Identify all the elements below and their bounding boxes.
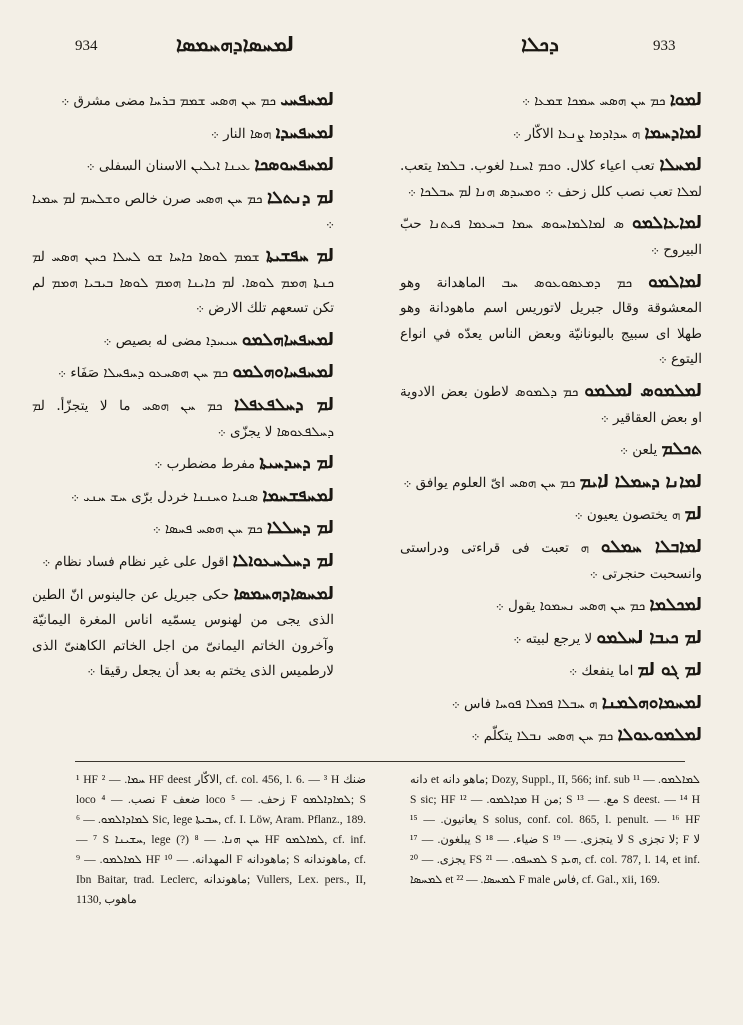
entry	[400, 379, 702, 431]
entry-text: ܟܡ ܚܢ ܗܣܚܥܘ ܕܚܦܚܠܐ صَفَاء ܀	[57, 365, 229, 382]
entry	[400, 121, 702, 148]
entry-headword: لܡ ܕܚܠܚܥܘܐܠܐ	[232, 550, 334, 571]
entry	[32, 582, 334, 685]
entry-text: ܟܡ ܚܢ ܗܣܚ ܢܚܡܘܐ يقول ܀	[495, 598, 646, 615]
entry-headword: لܡܚܦܚܐܘܗܠܡܘ	[232, 362, 334, 383]
entry-headword: لܡ	[684, 504, 702, 525]
entry-text: يلعن ܀	[619, 442, 658, 459]
entry-text: ܟܡ ܚܢ ܗܣܚ ما لا يتجزّأ. لܡ ܕܚܠܦܥܘܣܐ لا يجزّى ܀	[32, 397, 334, 440]
entry-headword: لܡ ܕܢܬܠܐ	[267, 187, 334, 208]
entry	[32, 393, 334, 445]
entry-text: ܥܝܢܐ ܐܝܠܝܢ الاسنان السفلى ܀	[86, 158, 251, 175]
entry-text: ܣܢܝܐ ܘܚܢܢܐ خردل برّى ܚܫ ܚܢܝ ܀	[70, 488, 259, 505]
entry	[400, 535, 702, 587]
entry	[400, 153, 702, 205]
entry-text: ܟܡ ܚܢ ܗܣܚ اىّ العلوم يوافق ܀	[403, 474, 576, 491]
entry-headword: لܡ ܓܘ لܡ	[637, 660, 702, 681]
entry-text: ܗܣܐ النار ܀	[210, 125, 272, 142]
entry-headword: لܡܚܦܫܚܡܐ	[262, 485, 334, 506]
left-running-title: لܡܚܣܐܕܗܚܡܣܐ	[175, 32, 294, 56]
entry-headword: لܡ ܕܚܠܠܐ	[267, 518, 334, 539]
entry	[400, 626, 702, 653]
entry-headword: لܡܐܢܐ ܕܚܡܠܐ لܐܝܡ	[579, 471, 702, 492]
entry	[32, 549, 334, 576]
entry	[32, 516, 334, 543]
entry-headword: لܡܐܕܚܡܐ	[644, 122, 702, 143]
entry-headword: لܡ ܕܚܠܦܥܦܠܐ	[234, 394, 334, 415]
entry-headword: لܡ ܚܦܫܝܬܐ	[265, 245, 335, 266]
entry-headword: ܬܟܠܡ	[661, 439, 702, 460]
footnote-block: دانه et ماهو دانه; Dozy, Suppl., II, 566; inf. sub ܠܡܐܠܡܘ. — ¹¹ S sic; HF ܡܕܐܠܡܘ. — ¹² H من; S مع. — ¹³ S deest. — ¹⁴ H يعانيون. — ¹⁵ S solus, conf. col. 865, l. penult. — ¹⁶ HF يبلغون. — ¹⁷ S ضياء. — ¹⁸ S لا يتجزى. — ¹⁹ S لا تجزى; F لا يجزى. — ²⁰ FS ܠܡܚܦܘ. — ²¹ S ܗܝܕ, cf. col. 787, l. 14, et inf. ܠܡܚܣܐ et ܠܡܚܣܐ. — ²² F male فاس, cf. Gal., xii, 169.	[410, 774, 701, 886]
entry-text: ܫܡܡ ܠܘܣܐ ܟܐܚܐ ܫܘ ܠܚܠܐ ܟܚܢ ܗܣܚ لܡ ܟܢܬܐ ܗܡܡ ܠܘܣܐ. لܡ ܟܐܝܢܐ ܗܡܡ ܠܘܣܐ ܒܝܒܝܐ ܗܡܡ لم تكن تسعهم تلك الارض ܀	[32, 248, 334, 317]
right-page-number: 933	[653, 38, 676, 54]
entry-text: ܗ ܚܕܐܕܡܐ ܨܢܥܐ الاكّار ܀	[512, 125, 641, 142]
entry	[32, 153, 334, 180]
entry-text: ܟܡ ܕܠܡܘܣ لاطون بعض الادوية او بعض العقاقير ܀	[400, 383, 702, 426]
right-running-title: ܕܟܠܐ	[521, 32, 559, 56]
entry-headword: لܡܐܠܡܘ	[648, 271, 702, 292]
entry-headword: لܡܠܡܘܣ لܡܠܡܘ	[584, 380, 702, 401]
left-page-number: 934	[75, 38, 98, 54]
entry-headword: لܡܚܦܚܘܣܟܐ	[254, 155, 334, 176]
entry	[32, 121, 334, 148]
entry-headword: لܡܠܡܘܥܘܠܐ	[617, 725, 702, 746]
entry	[400, 211, 702, 263]
entry-text: حكى جبريل عن جالينوس انّ الطين الذى يجى من لهنوس يسمّيه اناس المغرة اليمانيّة وآخرون الخاتم اليمانىّ من اجل الخاتم الكاهنىّ الذى لارطميس الذى يختم به بعد أن يجعل رقيقا ܀	[32, 586, 334, 680]
entry-text: لا يرجع لبيته ܀	[513, 630, 593, 647]
entry-headword: لܡܐܥܐܠܡܘ	[632, 213, 702, 234]
entry-text: ܟܡ ܚܢ ܗܣܚ ܫܡܡ ܒܪܚܐ مضى مشرق ܀	[61, 93, 277, 109]
entry	[32, 484, 334, 511]
entry-text: ܟܡ ܚܢ ܗܣܚ ܚܡܟܐ ܫܡܥܐ ܀	[521, 93, 666, 109]
entry-text: اقول على غير نظام فساد نظام ܀	[42, 553, 229, 570]
entry-headword: لܡܚܦܚܝ	[280, 90, 334, 110]
entry-text: ܗ تعبت فى قراءتى ودراستى وانسحبت حنجرتى ܀	[400, 539, 702, 582]
entry	[32, 360, 334, 387]
entry-headword: لܡܚܦܚܐܗܠܡܘ	[241, 329, 334, 350]
entry	[400, 470, 702, 497]
entry-text: ܗ ܚܒܠܐ ܦܡܠܐ ܦܘܚܐ فاس ܀	[451, 695, 598, 712]
entry	[400, 270, 702, 373]
footnotes-left	[76, 770, 366, 910]
entry-headword: لܡܚܣܐܕܗܚܡܣܐ	[233, 583, 334, 604]
entry	[32, 451, 334, 478]
entry	[32, 186, 334, 238]
left-column	[32, 88, 334, 691]
entry-headword: لܡܟܠܡܐ	[649, 595, 702, 616]
entry-headword: لܡܚܠܐ	[659, 155, 703, 176]
entry-headword: لܡܚܡܐܘܗܠܡܢܐ	[601, 692, 702, 713]
entry-text: ܟܡ ܚܢ ܗܣܚ صرن خالص ܘܫܠܚܡ لܡ ܚܡܝܐ ܀	[32, 190, 334, 233]
entry-headword: لܡܐܒܠܐ ܚܡܠܘ	[600, 536, 702, 557]
entry	[400, 437, 702, 464]
entry-headword: لܡ ܟܝܒܐ لܚܠܡܘ	[596, 627, 702, 648]
entry-text: ܣ لܡܐܠܡܐܚܘܣ ܚܡܐ ܒܚܥܡܐ ܦܝܬܢܐ حبّ البيروح ܀	[400, 216, 702, 258]
entry-text: ܟܡ ܕܡܥܣܘܥܘܣ ܚܒ الماهدانة وهو المعشوقة وقال جبريل لاتوريس اسم ماهودانة وهو طهلا اى سبيج بالبونانيّة وبعض الناس يعدّه في انواع اليتوع ܀	[400, 274, 702, 368]
entry-headword: لܡ ܕܚܕܚܝܬܐ	[259, 453, 334, 474]
entry-text: تعب اعياء كلال. ܘܟܡ ܐܚܢܐ لغوب. ܒܠܡܐ يتعب. لܡܠܐ تعب نصب كلل زحف ܀ ܘܡܚܕܣ ܗܢܐ لܡ ܚܒܠܟܐ ܀	[400, 158, 702, 200]
entry-headword: لܡܚܦܚܕܐ	[275, 122, 334, 143]
footnote-divider	[75, 761, 685, 762]
entry	[400, 691, 702, 718]
entry	[400, 723, 702, 750]
entry-headword: لܡܘܐ	[669, 90, 702, 110]
entry	[400, 658, 702, 685]
entry	[400, 593, 702, 620]
entry-text: ܟܡ ܚܢ ܗܣܚ ܢܒܠܐ يتكلّم ܀	[471, 728, 614, 745]
footnotes-right	[410, 770, 700, 890]
entry-text: مفرط مضطرب ܀	[154, 456, 256, 473]
footnote-block: ¹ HF ܚܡܐ. — ² HF deest الاكّار, cf. col. 456, l. 6. — ³ H ضنك loco نصب. — ⁴ F ضعف loco زحف. — ⁵ F ܠܡܐܕܐܠܡܘ; S ܠܡܐܕܐܠܡܘ. — ⁶ Sic, lege ܚܒܝܬܐ, cf. I. Löw, Aram. Pflanz., 189. — ⁷ S ܚܫܝܢܐ, lege (?) ܚܢ ܗܢܐ. — ⁸ HF ܠܡܐܠܡܘ, cf. inf. ܠܡܐܠܡܘ. — ⁹ HF المهدانه. — ¹⁰ F ماهودانه; S ماهوندانه, cf. Ibn Baitar, trad. Leclerc, ماهوندانه; Vullers, Lex. pers., II, 1130, ماهوب	[76, 774, 366, 906]
entry	[400, 502, 702, 529]
entry-text: ܚܝܚܕܐ مضى له بصيص ܀	[103, 332, 238, 349]
entry	[400, 88, 702, 115]
entry-text: اما ينفعك ܀	[569, 663, 634, 680]
entry-text: ܟܡ ܚܢ ܗܣܚ ܦܚܣܐ ܀	[152, 521, 263, 538]
right-column	[400, 88, 702, 756]
entry	[32, 88, 334, 115]
entry	[32, 328, 334, 355]
entry	[32, 244, 334, 322]
entry-text: ܗ يختصون يعيون ܀	[574, 507, 681, 524]
